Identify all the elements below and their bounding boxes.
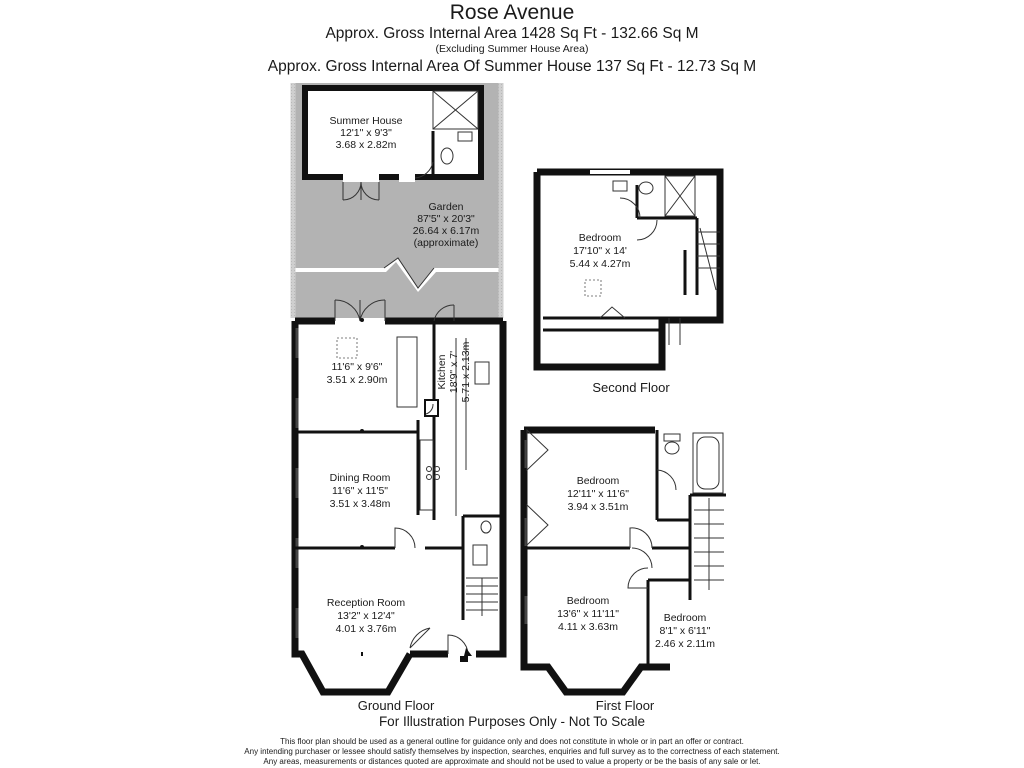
svg-text:Bedroom: Bedroom [578,232,622,244]
svg-text:26.64 x 6.17m: 26.64 x 6.17m [412,225,480,237]
svg-text:Bedroom: Bedroom [663,612,707,624]
room-label-reception [327,597,405,635]
svg-text:2.46 x 2.11m: 2.46 x 2.11m [655,638,715,650]
floor-label-ground: Ground Floor [357,698,435,713]
svg-text:12'1" x 9'3": 12'1" x 9'3" [340,127,392,139]
scale-note: For Illustration Purposes Only - Not To Scale [378,714,646,729]
svg-text:Garden: Garden [428,201,464,213]
svg-text:13'6" x 11'11": 13'6" x 11'11" [557,608,619,620]
svg-text:4.01 x 3.76m: 4.01 x 3.76m [335,623,397,635]
svg-text:Summer House: Summer House [329,115,403,127]
room-label-dining [330,472,391,510]
svg-text:Bedroom: Bedroom [576,475,620,487]
exclusion-note: (Excluding Summer House Area) [435,43,589,55]
room-label-summer-house [330,115,403,151]
svg-text:Kitchen: Kitchen [436,354,448,390]
svg-text:17'10" x 14': 17'10" x 14' [573,245,627,257]
svg-text:8'1" x 6'11": 8'1" x 6'11" [659,625,711,637]
disclaimer-line-3: Any areas, measurements or distances quoted are approximate and should not be used to value a property or be the basis of any sale or let. [263,757,761,766]
floor-label-second: Second Floor [592,380,670,395]
svg-text:18'9" x 7': 18'9" x 7' [448,350,460,394]
svg-text:3.51 x 2.90m: 3.51 x 2.90m [326,374,388,386]
svg-text:87'5" x 20'3": 87'5" x 20'3" [417,213,475,225]
room-label-bedroom-small [655,612,715,650]
svg-text:3.68 x 2.82m: 3.68 x 2.82m [335,139,397,151]
first-floor-plan [523,430,726,692]
svg-text:4.11 x 3.63m: 4.11 x 3.63m [558,621,618,633]
disclaimer-line-2: Any intending purchaser or lessee should satisfy themselves by inspection, searches, enquiries and full survey as to the correctness of each statement. [244,747,780,756]
svg-text:Reception Room: Reception Room [326,597,406,609]
svg-text:Bedroom: Bedroom [566,595,610,607]
svg-text:5.71 x 2.13m: 5.71 x 2.13m [460,341,472,403]
svg-text:12'11" x 11'6": 12'11" x 11'6" [567,488,629,500]
svg-text:Dining Room: Dining Room [329,472,391,484]
svg-text:11'6" x 11'5": 11'6" x 11'5" [331,485,389,497]
svg-text:13'2" x 12'4": 13'2" x 12'4" [337,610,395,622]
svg-text:3.94 x 3.51m: 3.94 x 3.51m [567,501,629,513]
floor-label-first: First Floor [595,698,655,713]
disclaimer-line-1: This floor plan should be used as a general outline for guidance only and does not constitute in whole or in part an offer or contract. [280,737,744,746]
svg-text:5.44 x 4.27m: 5.44 x 4.27m [569,258,631,270]
svg-text:11'6" x 9'6": 11'6" x 9'6" [331,361,383,373]
gross-area-line: Approx. Gross Internal Area 1428 Sq Ft - 132.66 Sq M [325,25,699,42]
room-label-open-plan [327,361,388,386]
plan-title: Rose Avenue [449,1,575,24]
svg-text:(approximate): (approximate) [413,237,479,249]
svg-text:3.51 x 3.48m: 3.51 x 3.48m [329,498,391,510]
summer-house-area-line: Approx. Gross Internal Area Of Summer House 137 Sq Ft - 12.73 Sq M [267,58,757,75]
